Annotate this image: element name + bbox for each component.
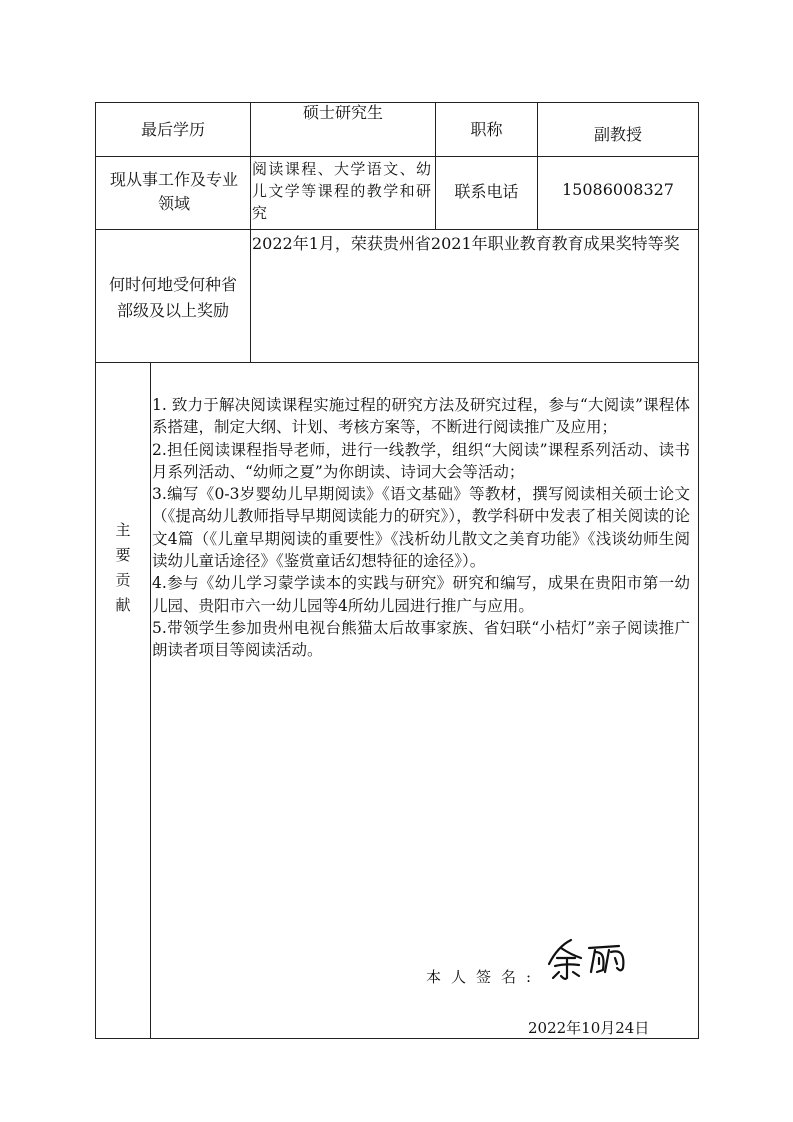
contribution-item: 4.参与《幼儿学习蒙学读本的实践与研究》研究和编写，成果在贵阳市第一幼儿园、贵阳市六一幼儿园等4所幼儿园进行推广与应用。: [152, 574, 690, 615]
row-divider-1: [95, 156, 699, 157]
label-char: 献: [115, 596, 131, 614]
label-char: 主: [115, 521, 131, 539]
contributions-list: [152, 394, 690, 662]
row-divider-3: [95, 362, 699, 363]
awards-label: 何时何地受何种省部级及以上奖励: [108, 275, 237, 320]
main-contributions-label: [113, 518, 133, 618]
contribution-item: 2.担任阅读课程指导老师，进行一线教学，组织“大阅读”课程系列活动、读书月系列活动、“幼师之夏”为你朗读、诗词大会等活动；: [152, 440, 690, 481]
education-label: 最后学历: [140, 120, 205, 139]
column-divider-contrib: [150, 362, 151, 1038]
phone-label: 联系电话: [454, 182, 519, 201]
education-value: 硕士研究生: [302, 103, 383, 122]
table-border-bottom: [95, 1038, 699, 1039]
contribution-item: 5.带领学生参加贵州电视台熊猫太后故事家族、省妇联“小桔灯”亲子阅读推广朗读者项目等阅读活动。: [152, 618, 690, 660]
column-divider-4: [537, 102, 538, 229]
table-border-left: [95, 102, 96, 1039]
signature-date: 2022年10月24日: [528, 1019, 650, 1037]
signature-label: 本人签名:: [426, 968, 542, 986]
work-field-label: 现从事工作及专业领域: [109, 170, 238, 213]
label-char: 贡: [115, 571, 131, 589]
professional-title-value: 副教授: [593, 125, 642, 144]
label-char: 要: [115, 546, 131, 564]
row-divider-2: [95, 229, 699, 230]
awards-value: 2022年1月，荣获贵州省2021年职业教育教育成果奖特等奖: [252, 234, 680, 253]
work-field-value: 阅读课程、大学语文、幼儿文学等课程的教学和研究: [252, 160, 432, 222]
table-border-right: [698, 102, 699, 1039]
contribution-item: 1. 致力于解决阅读课程实施过程的研究方法及研究过程，参与“大阅读”课程体系搭建，制定大纲、计划、考核方案等，不断进行阅读推广及应用；: [152, 396, 690, 437]
contribution-item: 3.编写《0-3岁婴幼儿早期阅读》《语文基础》等教材，撰写阅读相关硕士论文（《提高幼儿教师指导早期阅读能力的研究》），教学科研中发表了相关阅读的论文4篇（《儿童早期阅读的重要性》《浅析幼儿散文之美育功能》《浅谈幼师生阅读幼儿童话途径》《鉴赏童话幻想特征的途径》）。: [152, 485, 690, 571]
phone-value: 15086008327: [562, 180, 674, 199]
column-divider-label: [250, 102, 251, 362]
professional-title-label: 职称: [470, 120, 503, 139]
handwritten-signature: [545, 934, 635, 982]
